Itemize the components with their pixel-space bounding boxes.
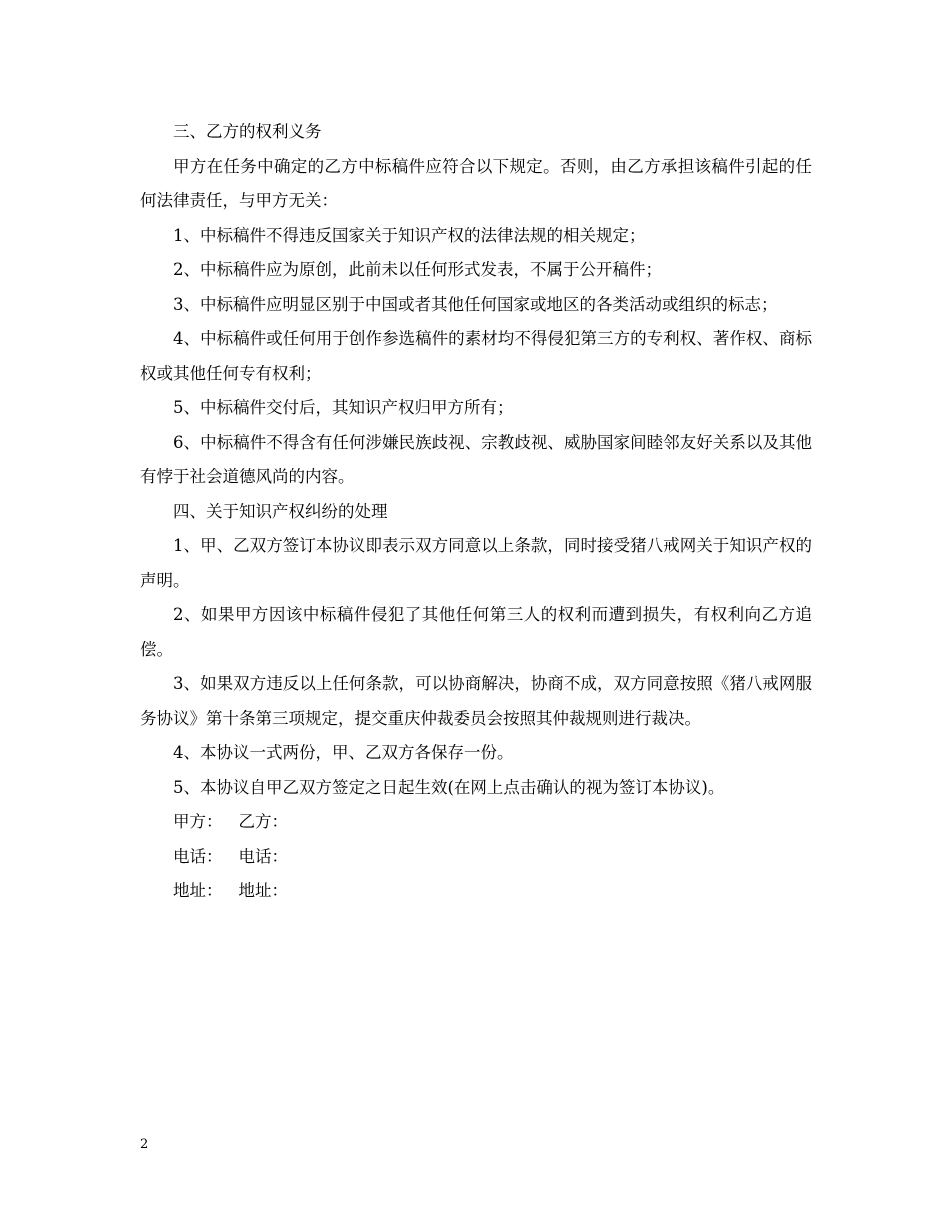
address-b-label: 地址： <box>238 881 288 900</box>
list-item-6: 6、中标稿件不得含有任何涉嫌民族歧视、宗教歧视、威胁国家间睦邻友好关系以及其他有悖于社会道德风尚的内容。 <box>140 432 812 486</box>
list-item-3: 3、中标稿件应明显区别于中国或者其他任何国家或地区的各类活动或组织的标志； <box>173 294 778 314</box>
dispute-item-5: 5、本协议自甲乙双方签定之日起生效(在网上点击确认的视为签订本协议)。 <box>173 777 725 797</box>
party-a-label: 甲方： <box>173 812 223 831</box>
dispute-item-3: 3、如果双方违反以上任何条款，可以协商解决，协商不成，双方同意按照《猪八戒网服务协议》第十条第三项规定，提交重庆仲裁委员会按照其仲裁规则进行裁决。 <box>140 674 812 728</box>
list-item-5: 5、中标稿件交付后，其知识产权归甲方所有； <box>173 398 514 417</box>
paragraph-requirements-intro: 甲方在任务中确定的乙方中标稿件应符合以下规定。否则，由乙方承担该稿件引起的任何法律责任，与甲方无关： <box>140 156 812 210</box>
phone-b-label: 电话： <box>238 846 288 866</box>
list-item-4: 4、中标稿件或任何用于创作参选稿件的素材均不得侵犯第三方的专利权、著作权、商标权或其他任何专有权利； <box>140 329 812 383</box>
party-b-label: 乙方： <box>238 812 288 831</box>
phone-a-label: 电话： <box>173 846 223 866</box>
list-item-1: 1、中标稿件不得违反国家关于知识产权的法律法规的相关规定； <box>173 225 646 245</box>
signature-row-phone <box>140 840 812 875</box>
section-heading-party-b-rights: 三、乙方的权利义务 <box>173 122 322 141</box>
page-number: 2 <box>140 1137 149 1152</box>
signature-row-address <box>140 874 812 909</box>
dispute-item-4: 4、本协议一式两份，甲、乙双方各保存一份。 <box>173 743 514 762</box>
list-item-2: 2、中标稿件应为原创，此前未以任何形式发表，不属于公开稿件； <box>173 260 662 279</box>
section-heading-ip-disputes: 四、关于知识产权纠纷的处理 <box>173 501 388 521</box>
dispute-item-2: 2、如果甲方因该中标稿件侵犯了其他任何第三人的权利而遭到损失，有权利向乙方追偿。 <box>140 605 812 659</box>
address-a-label: 地址： <box>173 881 223 900</box>
signature-row-party <box>140 805 812 840</box>
dispute-item-1: 1、甲、乙双方签订本协议即表示双方同意以上条款，同时接受猪八戒网关于知识产权的声明。 <box>140 536 812 590</box>
document-body <box>140 115 812 909</box>
